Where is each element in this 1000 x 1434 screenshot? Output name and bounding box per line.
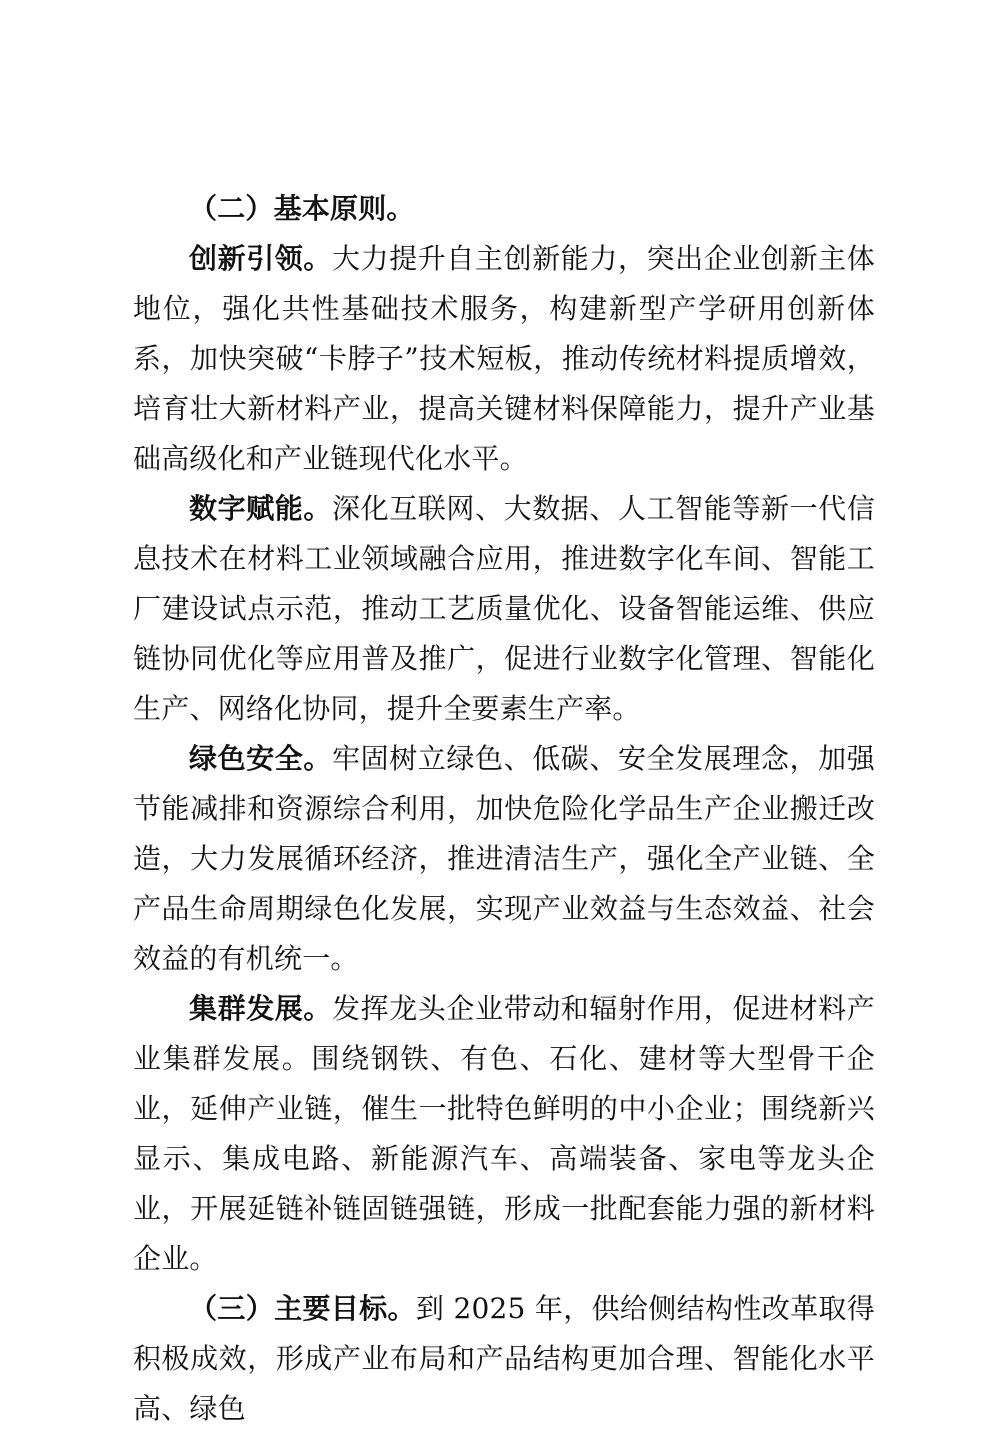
document-body <box>133 184 875 1434</box>
section-heading-principles: （二）基本原则。 <box>189 192 415 225</box>
paragraph-lead: 数字赋能。 <box>189 492 332 525</box>
paragraph-innovation <box>133 234 875 484</box>
paragraph-text: 发挥龙头企业带动和辐射作用，促进材料产业集群发展。围绕钢铁、有色、石化、建材等大型骨干企业，延伸产业链，催生一批特色鲜明的中小企业；围绕新兴显示、集成电路、新能源汽车、高端装备、家电等龙头企业，开展延链补链固链强链，形成一批配套能力强的新材料企业。 <box>133 992 875 1275</box>
paragraph-goals <box>133 1284 875 1434</box>
paragraph-lead: 创新引领。 <box>189 242 332 275</box>
paragraph-lead: 绿色安全。 <box>189 742 332 775</box>
paragraph-text: 深化互联网、大数据、人工智能等新一代信息技术在材料工业领域融合应用，推进数字化车间、智能工厂建设试点示范，推动工艺质量优化、设备智能运维、供应链协同优化等应用普及推广，促进行业数字化管理、智能化生产、网络化协同，提升全要素生产率。 <box>133 492 875 725</box>
paragraph-text: 牢固树立绿色、低碳、安全发展理念，加强节能减排和资源综合利用，加快危险化学品生产企业搬迁改造，大力发展循环经济，推进清洁生产，强化全产业链、全产品生命周期绿色化发展，实现产业效益与生态效益、社会效益的有机统一。 <box>133 742 875 975</box>
paragraph-digital <box>133 484 875 734</box>
paragraph-text: 到 2025 年，供给侧结构性改革取得积极成效，形成产业布局和产品结构更加合理、智能化水平高、绿色 <box>133 1292 875 1425</box>
paragraph-text: 大力提升自主创新能力，突出企业创新主体地位，强化共性基础技术服务，构建新型产学研用创新体系，加快突破“卡脖子”技术短板，推动传统材料提质增效，培育壮大新材料产业，提高关键材料保障能力，提升产业基础高级化和产业链现代化水平。 <box>133 242 875 475</box>
paragraph-lead: 集群发展。 <box>189 992 332 1025</box>
section-heading-goals: （三）主要目标。 <box>189 1292 416 1325</box>
paragraph-cluster <box>133 984 875 1284</box>
paragraph-green-safety <box>133 734 875 984</box>
